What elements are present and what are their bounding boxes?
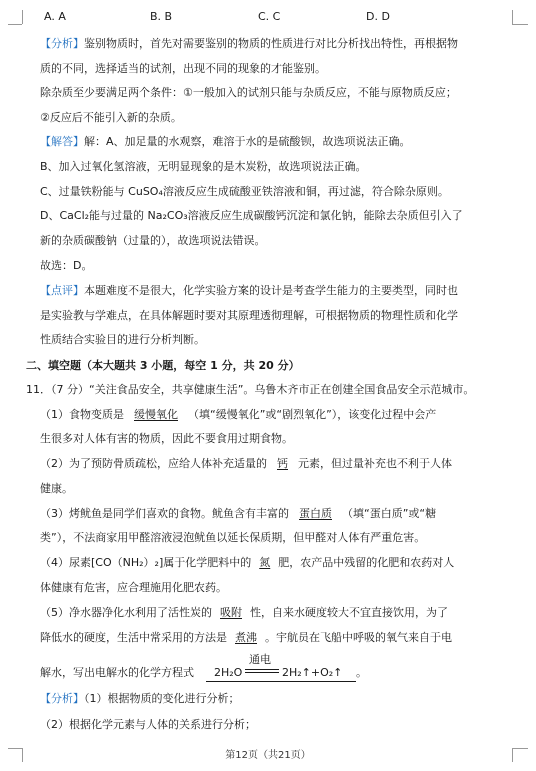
q11-p4-post: 肥，农产品中残留的化肥和农药对人 [278,556,455,569]
q10-review-line-2: 是实验教与学难点，在具体解题时要对其原理透彻理解，可根据物质的物理性质和化学 [40,309,458,322]
q10-answer-line-d2: 新的杂质碳酸钠（过量的），故选项说法错误。 [40,234,266,247]
choice-b: B. B [150,10,173,23]
q11-p5-2-pre: 降低水的硬度，生活中常采用的方法是 [40,631,227,644]
q11-p5-3-pre: 解水，写出电解水的化学方程式 [40,666,194,679]
review-text: 本题难度不是很大，化学实验方案的设计是考查学生能力的主要类型，同时也 [84,284,458,297]
q11-analysis-text-1: （1）根据物质的变化进行分析； [84,692,240,705]
q11-part5-line2 [40,631,452,645]
q11-p3-post: （填“蛋白质”或“糖 [342,507,437,520]
review-tag: 【点评】 [40,284,84,297]
q10-review-line-3: 性质结合实验目的进行分析判断。 [40,333,205,346]
q10-analysis-line-1 [40,37,458,51]
q11-part3 [40,507,436,521]
page-footer: 第12页（共21页） [225,750,311,761]
q11-part3-line2: 类”），不法商家用甲醛溶液浸泡鱿鱼以延长保质期，但甲醛对人体有严重危害。 [40,531,426,544]
corner-mark-top-right-h [512,24,528,25]
answer-tag: 【解答】 [40,135,84,148]
section-heading: 二、填空题（本大题共 3 小题，每空 1 分，共 20 分） [26,359,300,372]
q10-analysis-line-4: ②反应后不能引入新的杂质。 [40,111,182,124]
electrolysis-equation [202,655,362,683]
q10-choose: 故选：D。 [40,259,93,272]
q11-part2-line2: 健康。 [40,482,73,495]
q11-p2-pre: （2）为了预防骨质疏松，应给人体补充适量的 [40,457,267,470]
q11-p1-post: （填“缓慢氧化”或“剧烈氧化”），该变化过程中会产 [188,408,437,421]
q11-p4-pre: （4）尿素[CO（NH₂）₂]属于化学肥料中的 [40,556,252,569]
q11-part5-line3 [40,666,194,680]
corner-mark-top-left-v [22,10,23,24]
answer-text-a: 解：A、加足量的水观察，难溶于水的是硫酸钡，故选项说法正确。 [84,135,411,148]
q11-p3-answer: 蛋白质 [299,507,332,520]
q11-p4-answer: 氮 [259,556,271,569]
choice-a: A. A [44,10,66,23]
q11-analysis-tag: 【分析】 [40,692,84,705]
q11-p3-pre: （3）烤鱿鱼是同学们喜欢的食物。鱿鱼含有丰富的 [40,507,289,520]
q11-part4 [40,556,454,570]
q10-answer-line-c: C、过量铁粉能与 CuSO₄溶液反应生成硫酸亚铁溶液和铜，再过滤，符合除杂原则。 [40,185,449,198]
analysis-tag: 【分析】 [40,37,84,50]
choice-d: D. D [366,10,390,23]
q10-review-line-1 [40,284,458,298]
q11-head: 11．（7 分）“关注食品安全，共享健康生活”。乌鲁木齐市正在创建全国食品安全示范城市。 [26,383,475,396]
equation-arrow-line-2 [245,672,279,673]
corner-mark-top-left-h [8,24,22,25]
q11-analysis-line-1 [40,692,240,706]
q11-part4-line2: 体健康有危害，应合理施用化肥农药。 [40,581,227,594]
equation-arrow-line [245,669,279,670]
q11-p1-answer: 缓慢氧化 [134,408,178,421]
q10-answer-line-d1: D、CaCl₂能与过量的 Na₂CO₃溶液反应生成碳酸钙沉淀和氯化钠，能除去杂质但引入了 [40,209,463,222]
q11-p1-pre: （1）食物变质是 [40,408,124,421]
equation-right: 2H₂↑+O₂↑ [282,666,343,679]
equation-condition: 通电 [249,653,271,666]
q11-p5-post: 性，自来水硬度较大不宜直接饮用，为了 [250,606,448,619]
q11-p5-2-answer: 煮沸 [235,631,257,644]
choice-c: C. C [258,10,281,23]
q10-analysis-line-2: 质的不同，选择适当的试剂，出现不同的现象的才能鉴别。 [40,62,326,75]
equation-underline [206,681,356,682]
corner-mark-top-right-v [512,10,513,24]
q11-p5-2-post: 。宇航员在飞船中呼吸的氧气来自于电 [265,631,452,644]
q11-p2-post: 元素，但过量补充也不利于人体 [298,457,452,470]
q10-answer-line-a [40,135,411,149]
q11-p5-answer: 吸附 [220,606,242,619]
q11-p2-answer: 钙 [277,457,288,470]
q11-p5-pre: （5）净水器净化水利用了活性炭的 [40,606,212,619]
q10-answer-line-b: B、加入过氧化氢溶液，无明显现象的是木炭粉，故选项说法正确。 [40,160,367,173]
q11-part1 [40,408,436,422]
q11-part5 [40,606,448,620]
q10-analysis-line-3: 除杂质至少要满足两个条件：①一般加入的试剂只能与杂质反应，不能与原物质反应； [40,86,457,99]
q11-part2 [40,457,452,471]
analysis-text: 鉴别物质时，首先对需要鉴别的物质的性质进行对比分析找出特性，再根据物 [84,37,458,50]
q11-analysis-line-2: （2）根据化学元素与人体的关系进行分析； [40,718,256,731]
q11-part1-line2: 生很多对人体有害的物质，因此不要食用过期食物。 [40,432,293,445]
q11-p5-3-post: 。 [356,666,367,679]
equation-left: 2H₂O [214,666,243,679]
